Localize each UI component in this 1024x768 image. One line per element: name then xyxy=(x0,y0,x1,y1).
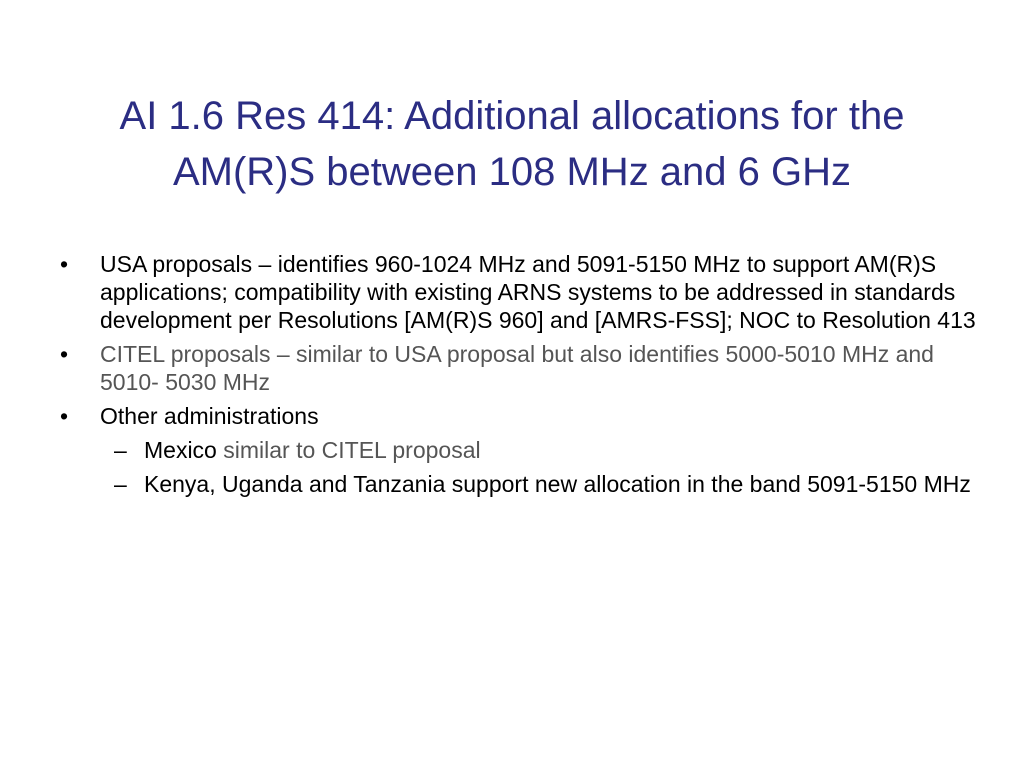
sub-bullet-item-kenya-uganda-tanzania xyxy=(100,470,978,498)
bullet-icon: • xyxy=(60,341,69,367)
slide-title-line-1: AI 1.6 Res 414: Additional allocations for the xyxy=(119,94,905,138)
bullet-text: Other administrations xyxy=(100,403,319,429)
bullet-item-other-administrations xyxy=(58,402,978,498)
bullet-item-usa xyxy=(58,250,978,334)
dash-icon: – xyxy=(114,437,127,463)
sub-bullet-list xyxy=(100,436,978,498)
dash-icon: – xyxy=(114,471,127,497)
sub-bullet-text: Kenya, Uganda and Tanzania support new allocation in the band 5091-5150 MHz xyxy=(144,471,971,497)
sub-bullet-text: similar to CITEL proposal xyxy=(216,437,481,463)
slide-title-line-2: AM(R)S between 108 MHz and 6 GHz xyxy=(172,150,852,194)
bullet-text: CITEL proposals – similar to USA proposal but also identifies 5000-5010 MHz and 5010- 5030 MHz xyxy=(100,341,934,395)
bullet-item-citel xyxy=(58,340,978,396)
sub-bullet-lead: Mexico xyxy=(144,437,217,463)
sub-bullet-item-mexico xyxy=(100,436,978,464)
bullet-icon: • xyxy=(60,251,69,277)
bullet-list xyxy=(58,250,978,504)
slide-title xyxy=(40,88,984,200)
bullet-text: USA proposals – identifies 960-1024 MHz and 5091-5150 MHz to support AM(R)S applications; compatibility with existing ARNS systems to be addressed in standards development per Resolutions [AM(R)S 960] and [AMRS-FSS]; NOC to Resolution 413 xyxy=(100,251,976,333)
bullet-icon: • xyxy=(60,403,69,429)
